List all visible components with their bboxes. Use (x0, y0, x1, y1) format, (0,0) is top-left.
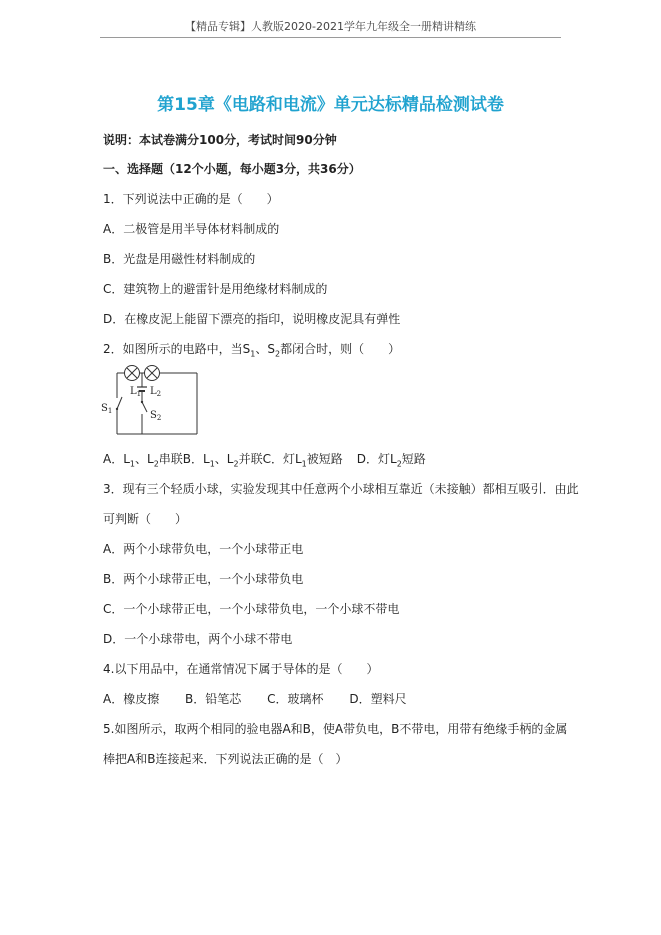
question-1-option-b: B．光盘是用磁性材料制成的 (103, 252, 256, 266)
question-3-option-c: C．一个小球带正电，一个小球带负电，一个小球不带电 (103, 602, 400, 616)
question-4-option-d: D．塑料尺 (349, 692, 407, 706)
switch-s1-icon (117, 397, 122, 409)
question-4-option-c: C．玻璃杯 (267, 692, 324, 706)
header-divider (100, 37, 561, 38)
question-5-stem-line1: 5.如图所示，取两个相同的验电器A和B，使A带负电，B不带电，用带有绝缘手柄的金属 (103, 722, 568, 736)
page-header: 【精品专辑】人教版2020-2021学年九年级全一册精讲精练 (185, 20, 476, 33)
question-4-option-b: B．铅笔芯 (185, 692, 242, 706)
question-3-option-b: B．两个小球带正电，一个小球带负电 (103, 572, 304, 586)
label-s2: $S_2$ (150, 410, 162, 422)
label-s1: $S_1$ (101, 403, 113, 415)
question-4-option-a: A．橡皮擦 (103, 692, 160, 706)
question-3-option-d: D．一个小球带电，两个小球不带电 (103, 632, 293, 646)
label-l1: $L_1$ (130, 386, 142, 398)
question-1-option-c: C．建筑物上的避雷针是用绝缘材料制成的 (103, 282, 328, 296)
section-heading: 一、选择题（12个小题，每小题3分，共36分） (103, 162, 361, 176)
question-2-stem: 2．如图所示的电路中，当$S_1$、$S_2$都闭合时，则（ ） (103, 342, 401, 359)
question-2-options: A．$L_1$、$L_2$串联B．$L_1$、$L_2$并联C．灯$L_1$被短路 D．灯$L_2$短路 (103, 452, 426, 469)
circuit-diagram (100, 362, 200, 440)
question-4-stem: 4.以下用品中，在通常情况下属于导体的是（ ） (103, 662, 379, 676)
question-3-stem-line2: 可判断（ ） (103, 512, 188, 526)
question-1-option-a: A．二极管是用半导体材料制成的 (103, 222, 280, 236)
question-5-stem-line2: 棒把A和B连接起来．下列说法正确的是（ ） (103, 752, 348, 766)
question-4-options (103, 690, 407, 707)
lamp-l2-icon (145, 366, 160, 381)
question-1-stem: 1．下列说法中正确的是（ ） (103, 192, 279, 206)
question-3-option-a: A．两个小球带负电，一个小球带正电 (103, 542, 304, 556)
switch-s2-icon (142, 402, 147, 412)
exam-title: 第15章《电路和电流》单元达标精品检测试卷 (157, 95, 504, 115)
question-1-option-d: D．在橡皮泥上能留下漂亮的指印，说明橡皮泥具有弹性 (103, 312, 401, 326)
exam-note: 说明：本试卷满分100分，考试时间90分钟 (103, 133, 337, 147)
lamp-l1-icon (125, 366, 140, 381)
question-3-stem-line1: 3．现有三个轻质小球，实验发现其中任意两个小球相互靠近（未接触）都相互吸引．由此 (103, 482, 579, 496)
label-l2: $L_2$ (150, 386, 162, 398)
